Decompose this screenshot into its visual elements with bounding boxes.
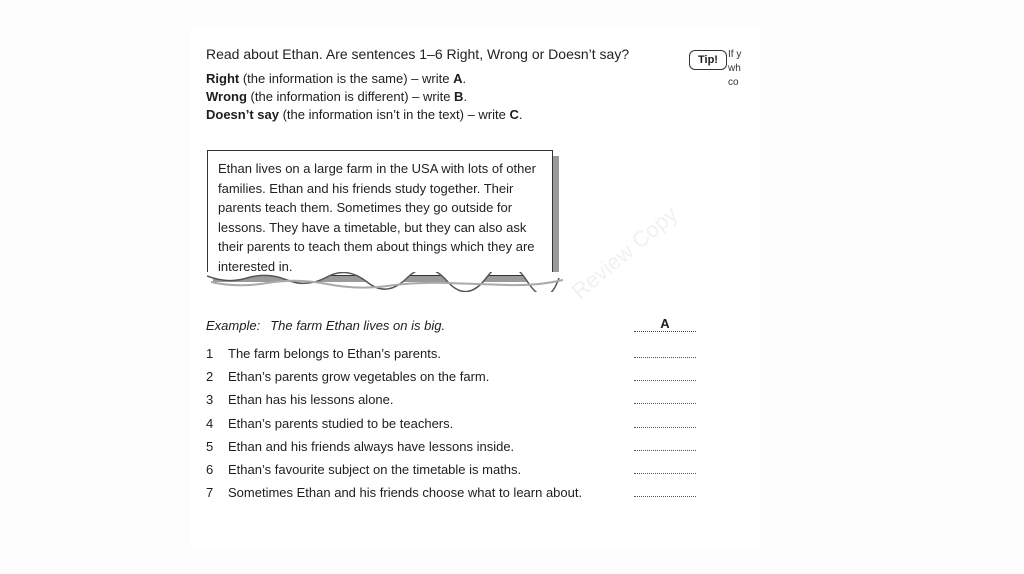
answer-blank[interactable] [634, 427, 696, 428]
question-number: 3 [206, 392, 214, 408]
answer-rules [206, 70, 522, 124]
question-number: 2 [206, 369, 214, 385]
rule-right [206, 70, 522, 88]
question-number: 1 [206, 346, 214, 361]
tip-line: If y [728, 49, 742, 60]
example-sentence: The farm Ethan lives on is big. [270, 318, 446, 333]
question-list [206, 345, 706, 507]
torn-paper-edge [207, 272, 567, 292]
question-text: Ethan has his lessons alone. [228, 392, 394, 408]
instructions-heading: Read about Ethan. Are sentences 1–6 Right, Wrong or Doesn’t say? [206, 46, 630, 62]
tip-line: wh [728, 63, 741, 74]
rule-doesnt-say [206, 106, 522, 124]
question-text: Ethan’s favourite subject on the timetable is maths. [228, 461, 522, 477]
question-number: 4 [206, 415, 214, 431]
question-item [206, 391, 706, 414]
example-label: Example: [206, 318, 261, 333]
tip-badge: Tip! [689, 50, 727, 70]
question-number: 7 [206, 485, 214, 501]
watermark: Review Copy [566, 201, 683, 304]
question-text: Sometimes Ethan and his friends choose what to learn about. [228, 485, 583, 501]
example-answer: A [634, 316, 696, 332]
rule-letter: C [509, 107, 519, 122]
answer-blank[interactable] [634, 473, 696, 474]
rule-letter: A [453, 71, 463, 86]
question-text: Ethan’s parents studied to be teachers. [228, 415, 454, 431]
answer-blank[interactable] [634, 357, 696, 358]
rule-end: . [518, 107, 523, 122]
question-item [206, 461, 706, 484]
tip-text [728, 48, 756, 90]
reading-passage: Ethan lives on a large farm in the USA with lots of other families. Ethan and his friends study together. Their parents teach them. Sometimes they go outside for lessons. They have a timetable, but they can also ask their parents to teach them about things which they are interested in. [218, 161, 536, 274]
rule-term: Wrong [206, 89, 247, 104]
answer-blank[interactable] [634, 450, 696, 451]
question-text: Ethan’s parents grow vegetables on the farm. [228, 369, 490, 385]
question-item [206, 368, 706, 391]
rule-desc: (the information is different) – write [246, 89, 455, 104]
answer-blank[interactable] [634, 403, 696, 404]
question-number: 6 [206, 461, 214, 477]
question-text: Ethan and his friends always have lessons inside. [228, 438, 515, 454]
answer-blank[interactable] [634, 380, 696, 381]
question-text: The farm belongs to Ethan’s parents. [228, 346, 441, 361]
question-number: 5 [206, 438, 214, 454]
rule-end: . [462, 71, 467, 86]
rule-letter: B [454, 89, 464, 104]
rule-term: Doesn’t say [206, 107, 279, 122]
rule-term: Right [206, 71, 240, 86]
question-item [206, 345, 706, 368]
rule-desc: (the information isn’t in the text) – write [278, 107, 510, 122]
question-item [206, 438, 706, 461]
rule-wrong [206, 88, 522, 106]
reading-passage-box [207, 150, 553, 276]
example-row [206, 318, 445, 333]
rule-end: . [463, 89, 468, 104]
tip-line: co [728, 77, 739, 88]
rule-desc: (the information is the same) – write [239, 71, 454, 86]
question-item [206, 484, 706, 507]
question-item [206, 415, 706, 438]
answer-blank[interactable] [634, 496, 696, 497]
